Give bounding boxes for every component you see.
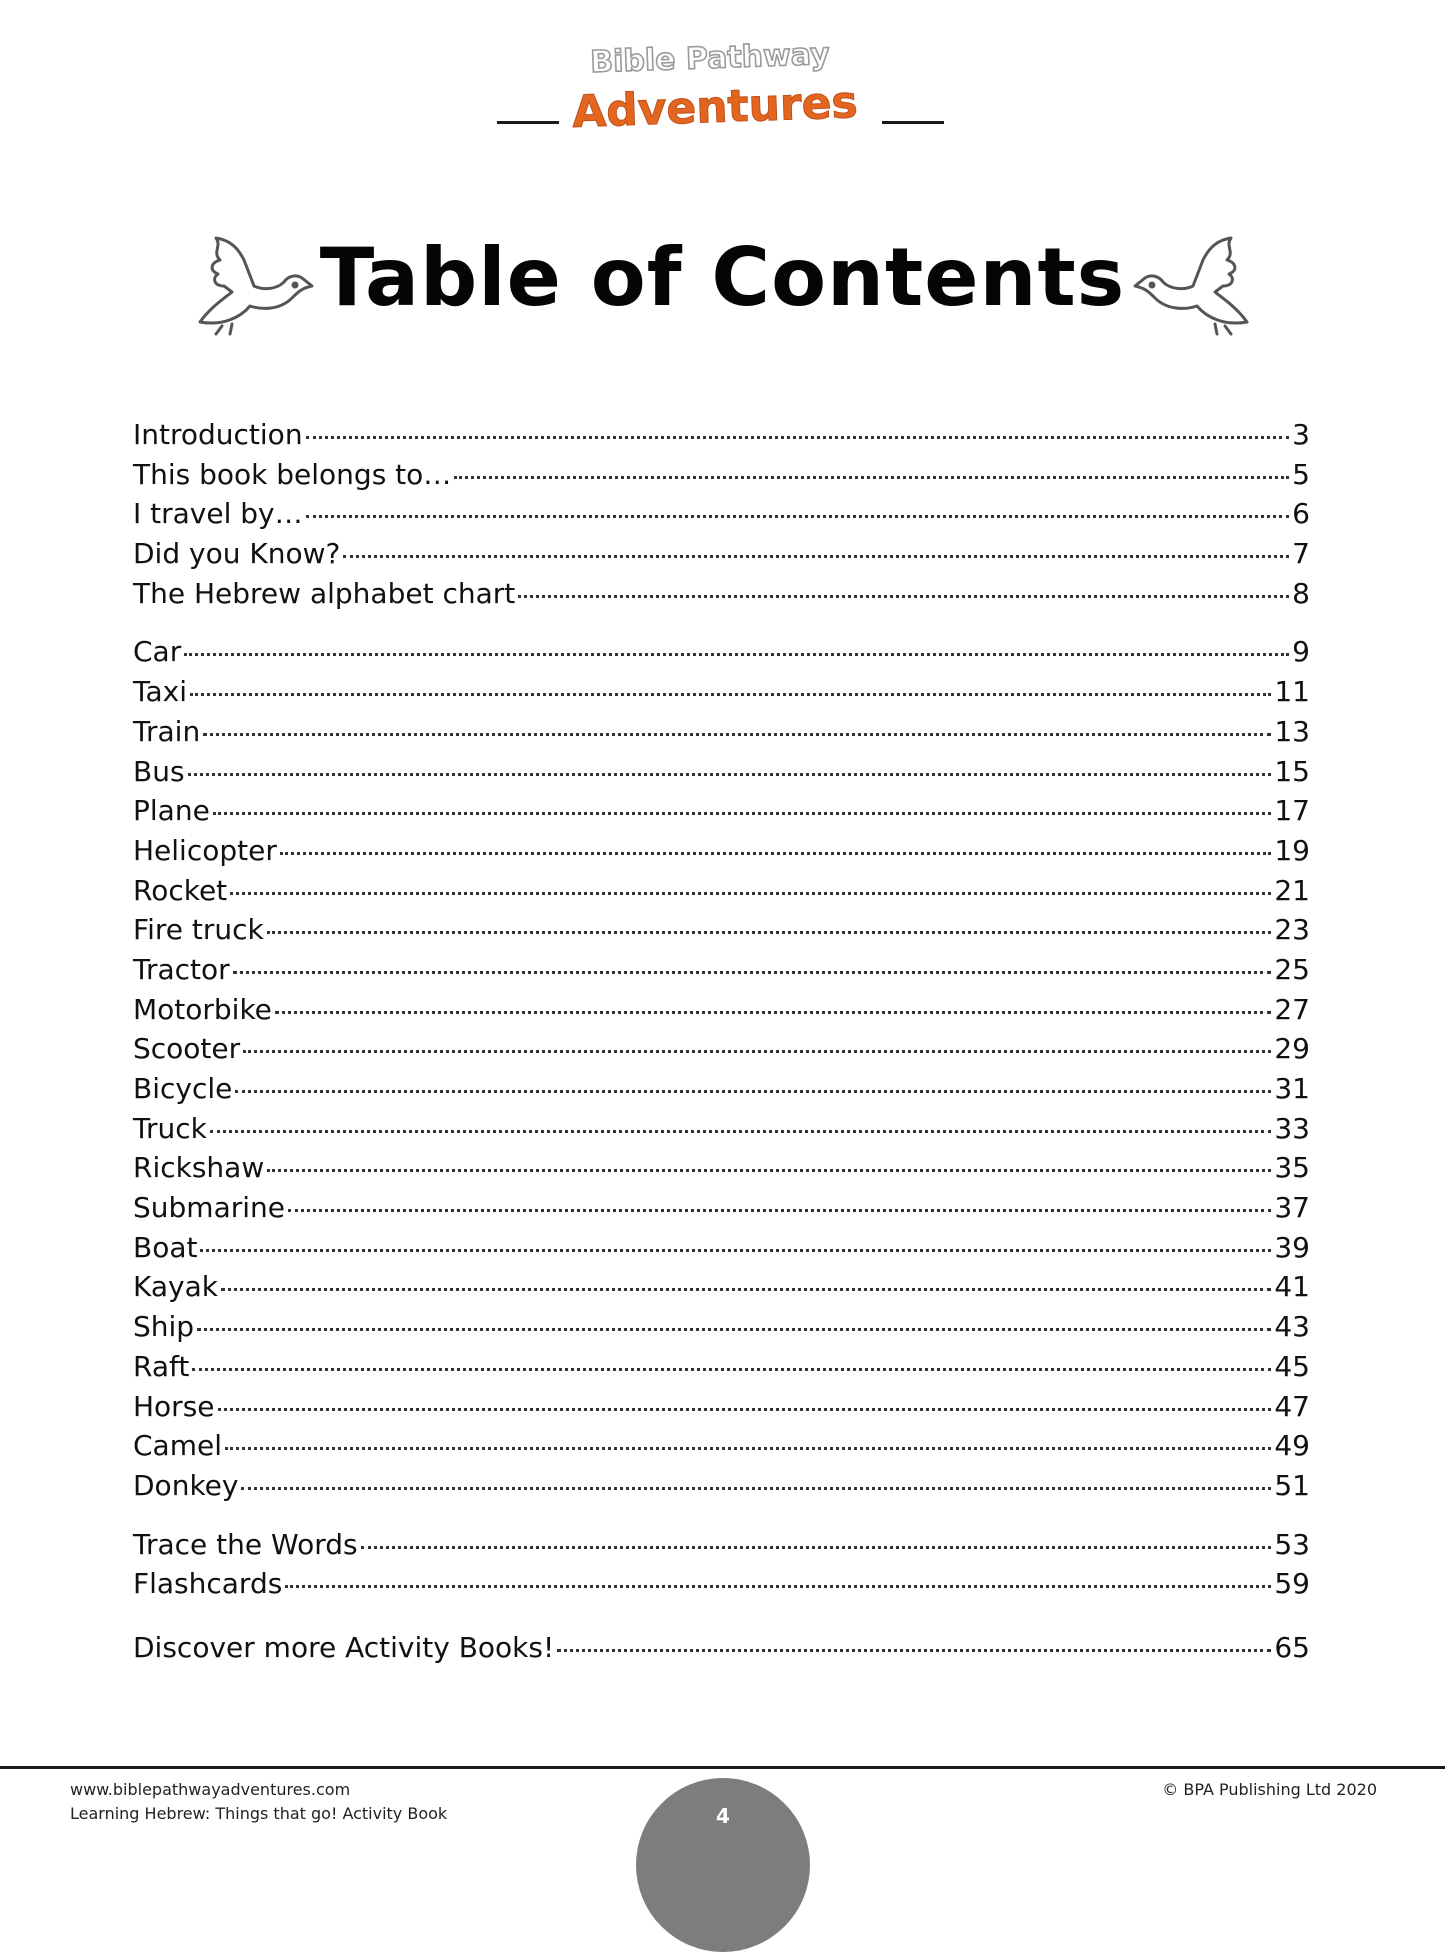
brand-line2: Adventures	[571, 77, 859, 138]
toc-entry-page: 9	[1292, 635, 1310, 669]
toc-entry-page: 6	[1292, 497, 1310, 531]
toc-entry[interactable]	[133, 910, 1310, 950]
toc-dot-leader	[275, 1009, 1271, 1014]
toc-dot-leader	[230, 890, 1271, 895]
toc-entry-page: 27	[1274, 992, 1310, 1026]
toc-entry-page: 45	[1274, 1349, 1310, 1383]
toc-entry-page: 43	[1274, 1310, 1310, 1344]
toc-entry[interactable]	[133, 1148, 1310, 1188]
toc-dot-leader	[213, 810, 1272, 815]
toc-entry-label: Flashcards	[133, 1567, 283, 1601]
page-title: Table of Contents	[319, 231, 1126, 324]
toc-entry-page: 35	[1274, 1151, 1310, 1185]
toc-dot-leader	[218, 1406, 1272, 1411]
toc-entry-label: Train	[133, 714, 201, 748]
toc-group-intro	[133, 415, 1310, 613]
toc-entry[interactable]	[133, 871, 1310, 911]
toc-dot-leader	[288, 1207, 1271, 1212]
toc-entry[interactable]	[133, 1347, 1310, 1387]
toc-entry-page: 31	[1274, 1072, 1310, 1105]
toc-entry-label: Rickshaw	[133, 1151, 265, 1185]
toc-entry-page: 29	[1274, 1032, 1310, 1066]
toc-entry-page: 59	[1274, 1567, 1310, 1601]
footer-website[interactable]: www.biblepathwayadventures.com	[70, 1780, 351, 1799]
toc-entry[interactable]	[133, 1069, 1310, 1109]
toc-entry-page: 37	[1274, 1191, 1310, 1225]
toc-entry-label: I travel by…	[133, 497, 303, 531]
toc-dot-leader	[280, 850, 1272, 855]
toc-dot-leader	[343, 553, 1289, 558]
toc-entry-label: Truck	[133, 1111, 207, 1145]
toc-entry-label: Helicopter	[133, 833, 277, 867]
toc-entry[interactable]	[133, 672, 1310, 712]
toc-dot-leader	[210, 1128, 1272, 1133]
toc-entry[interactable]	[133, 712, 1310, 752]
dove-icon	[1130, 230, 1255, 340]
toc-entry-page: 53	[1274, 1527, 1310, 1561]
brand-wordmark	[560, 30, 885, 140]
toc-dot-leader	[267, 929, 1272, 934]
toc-dot-leader	[190, 691, 1271, 696]
toc-entry[interactable]	[133, 1188, 1310, 1228]
toc-dot-leader	[203, 731, 1271, 736]
toc-dot-leader	[306, 513, 1290, 518]
page-number: 4	[716, 1804, 730, 1828]
footer-left	[70, 1778, 447, 1826]
footer-copyright: © BPA Publishing Ltd 2020	[1162, 1780, 1377, 1799]
toc-entry[interactable]	[133, 791, 1310, 831]
toc-dot-leader	[454, 474, 1289, 479]
footer-book-title: Learning Hebrew: Things that go! Activity Book	[70, 1804, 448, 1823]
toc-dot-leader	[235, 1088, 1271, 1093]
toc-dot-leader	[267, 1167, 1271, 1172]
toc-dot-leader	[192, 1366, 1271, 1371]
toc-entry[interactable]	[133, 1426, 1310, 1466]
title-row	[0, 220, 1445, 340]
toc-entry-label: Horse	[133, 1389, 215, 1423]
toc-entry-label: Did you Know?	[133, 537, 341, 571]
toc-entry-label: Submarine	[133, 1191, 285, 1225]
toc-entry[interactable]	[133, 574, 1310, 614]
brand-line1: Bible Pathway	[589, 36, 831, 81]
toc-entry-label: Motorbike	[133, 992, 272, 1026]
toc-entry[interactable]	[133, 1307, 1310, 1347]
toc-entry-page: 25	[1274, 952, 1310, 986]
toc-entry-page: 5	[1292, 457, 1310, 491]
toc-entry-label: Taxi	[133, 675, 187, 709]
toc-entry[interactable]	[133, 1029, 1310, 1069]
logo-rule-left	[497, 121, 559, 124]
toc-entry-page: 65	[1274, 1630, 1310, 1664]
toc-entry-label: Bicycle	[133, 1072, 233, 1105]
toc-entry-page: 3	[1292, 418, 1310, 451]
table-of-contents	[133, 415, 1310, 1668]
toc-entry-page: 21	[1274, 873, 1310, 907]
toc-entry-label: Raft	[133, 1349, 190, 1383]
toc-entry-label: Boat	[133, 1230, 198, 1264]
toc-entry-label: Trace the Words	[133, 1527, 358, 1561]
footer-rule	[0, 1766, 1445, 1769]
toc-entry-label: Plane	[133, 794, 210, 828]
toc-dot-leader	[285, 1583, 1271, 1588]
toc-dot-leader	[233, 969, 1272, 974]
toc-entry-label: Introduction	[133, 418, 303, 451]
toc-entry[interactable]	[133, 950, 1310, 990]
toc-entry-label: Scooter	[133, 1032, 241, 1066]
toc-entry-page: 23	[1274, 913, 1310, 947]
toc-group-more	[133, 1628, 1310, 1668]
toc-dot-leader	[557, 1647, 1271, 1652]
toc-entry-label: Camel	[133, 1429, 222, 1463]
logo-rule-right	[882, 121, 944, 124]
toc-dot-leader	[518, 593, 1289, 598]
toc-entry-label: Ship	[133, 1310, 195, 1344]
toc-entry-page: 15	[1274, 754, 1310, 788]
toc-dot-leader	[243, 1048, 1271, 1053]
toc-dot-leader	[225, 1445, 1271, 1450]
toc-entry[interactable]	[133, 1267, 1310, 1307]
toc-entry-label: Kayak	[133, 1270, 218, 1304]
toc-group-extras	[133, 1525, 1310, 1604]
toc-entry-page: 7	[1292, 537, 1310, 571]
toc-entry-page: 11	[1274, 675, 1310, 709]
toc-entry[interactable]	[133, 990, 1310, 1030]
toc-group-vehicles	[133, 632, 1310, 1505]
toc-entry[interactable]	[133, 1525, 1310, 1565]
toc-dot-leader	[306, 434, 1290, 439]
toc-entry[interactable]	[133, 1564, 1310, 1604]
toc-entry[interactable]	[133, 1228, 1310, 1268]
toc-dot-leader	[200, 1247, 1271, 1252]
toc-entry[interactable]	[133, 1628, 1310, 1668]
toc-entry[interactable]	[133, 1109, 1310, 1149]
toc-entry-label: The Hebrew alphabet chart	[133, 576, 516, 610]
toc-entry[interactable]	[133, 1466, 1310, 1506]
toc-entry-label: Donkey	[133, 1468, 239, 1502]
toc-entry-page: 41	[1274, 1270, 1310, 1304]
toc-entry-label: Fire truck	[133, 913, 264, 947]
toc-entry-page: 51	[1274, 1468, 1310, 1502]
toc-entry[interactable]	[133, 752, 1310, 792]
toc-dot-leader	[361, 1544, 1272, 1549]
toc-entry-page: 39	[1274, 1230, 1310, 1264]
toc-entry-page: 19	[1274, 833, 1310, 867]
toc-entry-label: This book belongs to…	[133, 457, 452, 491]
toc-entry[interactable]	[133, 831, 1310, 871]
toc-entry-page: 8	[1292, 576, 1310, 610]
toc-entry-label: Car	[133, 635, 182, 669]
toc-entry-page: 17	[1274, 794, 1310, 828]
toc-entry[interactable]	[133, 494, 1310, 534]
toc-dot-leader	[241, 1485, 1271, 1490]
toc-dot-leader	[221, 1286, 1271, 1291]
toc-entry[interactable]	[133, 534, 1310, 574]
toc-dot-leader	[188, 771, 1272, 776]
toc-entry-page: 47	[1274, 1389, 1310, 1423]
toc-entry-label: Tractor	[133, 952, 230, 986]
toc-entry[interactable]	[133, 415, 1310, 455]
toc-entry[interactable]	[133, 1387, 1310, 1427]
toc-entry[interactable]	[133, 455, 1310, 495]
toc-entry-label: Discover more Activity Books!	[133, 1630, 555, 1664]
toc-entry-page: 13	[1274, 714, 1310, 748]
toc-entry-label: Rocket	[133, 873, 228, 907]
toc-dot-leader	[197, 1326, 1271, 1331]
toc-dot-leader	[184, 651, 1289, 656]
brand-logo	[0, 30, 1445, 140]
toc-entry-label: Bus	[133, 754, 185, 788]
toc-entry[interactable]	[133, 632, 1310, 672]
toc-entry-page: 33	[1274, 1111, 1310, 1145]
toc-entry-page: 49	[1274, 1429, 1310, 1463]
